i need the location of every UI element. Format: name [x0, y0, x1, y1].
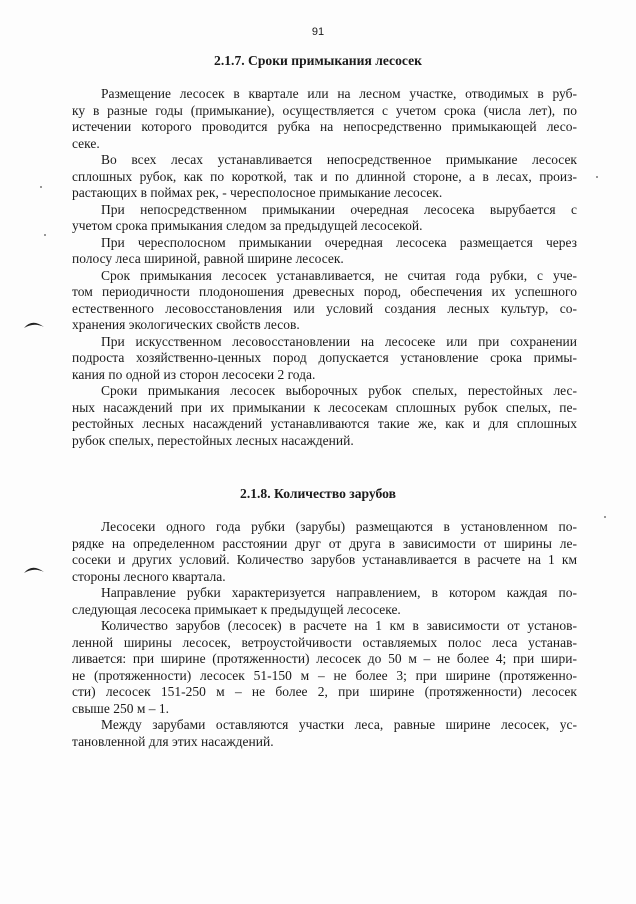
scan-dot: [44, 234, 46, 236]
paragraph: [72, 519, 577, 585]
text-line: секе.: [72, 135, 100, 151]
paragraph: [72, 383, 577, 449]
text-line: тановленной для этих насаждений.: [72, 733, 274, 749]
text-line: полосу леса шириной, равной ширине лесосек.: [72, 251, 344, 266]
text-line: Размещение лесосек в квартале или на лесном участке, отводимых в руб-: [101, 86, 577, 101]
text-line: кания по одной из сторон лесосеки 2 года.: [72, 366, 316, 382]
section-2-1-7-body: [72, 86, 577, 449]
paragraph: [72, 618, 577, 717]
text-line: При чересполосном примыкании очередная лесосека размещается через: [101, 234, 577, 250]
text-line: подроста хозяйственно-ценных пород допускается установление срока примы-: [72, 350, 577, 365]
text-line: ливается: при ширине (протяженности) лесосек до 50 м – не более 4; при шири-: [72, 651, 577, 666]
paragraph: [72, 268, 577, 334]
section-heading-2-1-8: 2.1.8. Количество зарубов: [240, 486, 396, 501]
text-line: сплошных рубок, как по короткой, так и по длинной стороне, а в лесах, произ-: [72, 168, 577, 184]
paragraph: [72, 86, 577, 152]
paragraph: [72, 152, 577, 202]
text-line: истечении которого проводится рубка на непосредственно примыкающей лесо-: [72, 119, 577, 134]
text-line: Направление рубки характеризуется направлением, в котором каждая по-: [101, 585, 577, 600]
text-line: следующая лесосека примыкает к предыдущей лесосеке.: [72, 601, 401, 617]
text-line: Срок примыкания лесосек устанавливается, не считая года рубки, с уче-: [101, 267, 577, 283]
paragraph: [72, 717, 577, 750]
text-line: ных насаждений при их примыкании к лесосекам сплошных рубок спелых, пе-: [72, 399, 577, 415]
text-line: Количество зарубов (лесосек) в расчете на 1 км в зависимости от установ-: [101, 618, 577, 633]
section-heading-2-1-7: 2.1.7. Сроки примыкания лесосек: [214, 53, 422, 68]
text-line: Во всех лесах устанавливается непосредственное примыкание лесосек: [101, 152, 577, 167]
text-line: хранения экологических свойств лесов.: [72, 317, 300, 332]
text-line: Лесосеки одного года рубки (зарубы) размещаются в установленном по-: [101, 519, 577, 534]
text-line: Между зарубами оставляются участки леса, равные ширине лесосек, ус-: [101, 717, 577, 732]
text-line: рубок спелых, перестойных лесных насаждений.: [72, 432, 354, 448]
text-line: стороны лесного квартала.: [72, 568, 226, 584]
paragraph: [72, 202, 577, 235]
paragraph: [72, 334, 577, 384]
text-line: Сроки примыкания лесосек выборочных рубок спелых, перестойных лес-: [101, 383, 577, 398]
text-line: рестойных лесных насаждений устанавливаются такие же, как и для сплошных: [72, 416, 577, 431]
text-line: том периодичности плодоношения древесных пород, обеспечения их успешного: [72, 284, 577, 299]
margin-mark-icon: [22, 318, 46, 330]
text-line: свыше 250 м – 1.: [72, 700, 169, 716]
page-number: 91: [311, 26, 325, 38]
text-line: сосеки и других условий. Количество зарубов устанавливается в расчете на 1 км: [72, 552, 577, 567]
scan-dot: [596, 176, 598, 178]
text-line: не (протяженности) лесосек 51-150 м – не более 3; при ширине (протяженно-: [72, 667, 577, 683]
text-line: При искусственном лесовосстановлении на лесосеке или при сохранении: [101, 333, 577, 349]
text-line: ленной ширины лесосек, ветроустойчивости оставляемых полос леса устанав-: [72, 634, 577, 650]
text-line: растающих в поймах рек, - чересполосное примыкание лесосек.: [72, 185, 443, 200]
paragraph: [72, 585, 577, 618]
text-line: При непосредственном примыкании очередная лесосека вырубается с: [101, 201, 577, 217]
margin-mark-icon: [22, 563, 46, 575]
scan-dot: [40, 186, 42, 188]
text-line: естественного лесовосстановления или условий создания лесных культур, со-: [72, 300, 577, 316]
text-line: учетом срока примыкания следом за предыдущей лесосекой.: [72, 218, 423, 233]
scan-dot: [604, 516, 606, 518]
text-line: сти) лесосек 151-250 м – не более 2, при ширине (протяженности) лесосек: [72, 684, 577, 699]
text-line: ку в разные годы (примыкание), осуществляется с учетом срока (числа лет), по: [72, 102, 577, 118]
paragraph: [72, 235, 577, 268]
section-2-1-8-body: [72, 519, 577, 750]
text-line: рядке на определенном расстоянии друг от друга в зависимости от ширины ле-: [72, 535, 577, 551]
